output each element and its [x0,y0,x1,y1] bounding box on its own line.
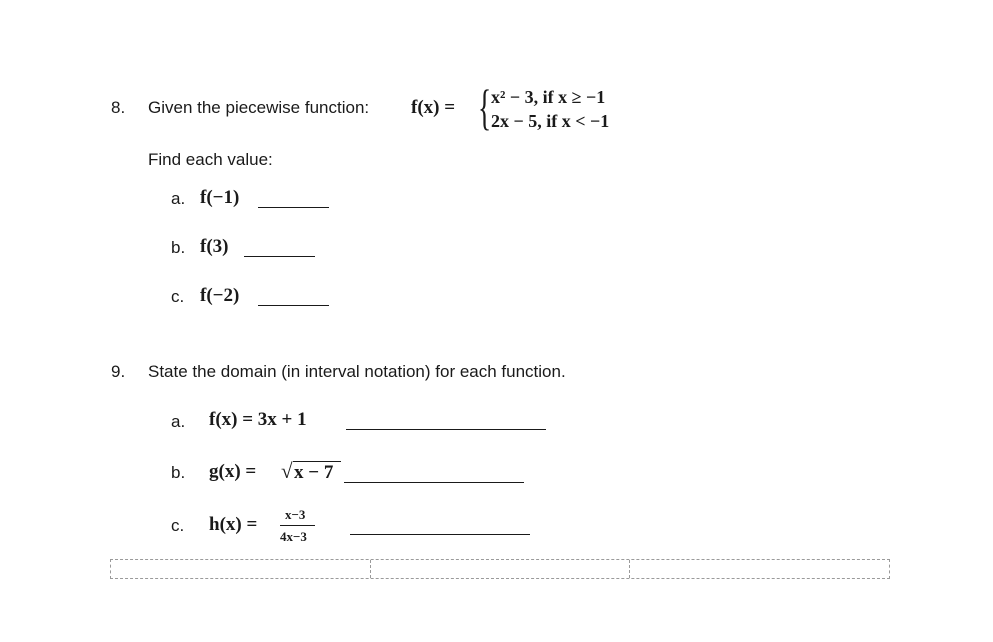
piecewise-case-1: x² − 3, if x ≥ −1 [491,87,606,107]
q8-item-c-answer-blank[interactable] [258,305,329,306]
dashed-table-row [110,559,890,579]
q9-item-b-lhs: g(x) = [209,461,257,482]
q9-item-a-answer-blank[interactable] [346,429,546,430]
piecewise-function-lhs: f(x) = [411,97,456,118]
q9-item-b-answer-blank[interactable] [344,482,524,483]
q8-item-b-answer-blank[interactable] [244,256,315,257]
square-root-symbol: √ [281,459,293,483]
q9-item-c-answer-blank[interactable] [350,534,530,535]
table-cell [111,560,371,578]
fraction-denominator: 4x−3 [280,529,307,544]
question-9-number: 9. [111,362,126,381]
table-cell [630,560,889,578]
q8-item-a-expression: f(−1) [200,187,240,208]
q8-item-a-letter: a. [171,189,186,208]
q8-item-c-letter: c. [171,287,185,306]
table-cell [371,560,631,578]
q8-item-b-expression: f(3) [200,236,229,257]
piecewise-brace: { [478,79,492,135]
find-each-value-label: Find each value: [148,150,273,169]
q9-item-a-function: f(x) = 3x + 1 [209,409,307,430]
q9-item-b-radicand: x − 7 [294,462,334,483]
question-9-prompt: State the domain (in interval notation) for each function. [148,362,566,381]
q8-item-c-expression: f(−2) [200,285,240,306]
q9-item-c-letter: c. [171,516,185,535]
fraction-numerator: x−3 [285,507,306,522]
question-8-prompt: Given the piecewise function: [148,98,370,117]
question-8-number: 8. [111,98,126,117]
q9-item-a-letter: a. [171,412,186,431]
fraction-bar [280,525,315,526]
q9-item-b-letter: b. [171,463,186,482]
piecewise-case-2: 2x − 5, if x < −1 [491,111,610,131]
q8-item-a-answer-blank[interactable] [258,207,329,208]
q8-item-b-letter: b. [171,238,186,257]
q9-item-c-lhs: h(x) = [209,514,258,535]
